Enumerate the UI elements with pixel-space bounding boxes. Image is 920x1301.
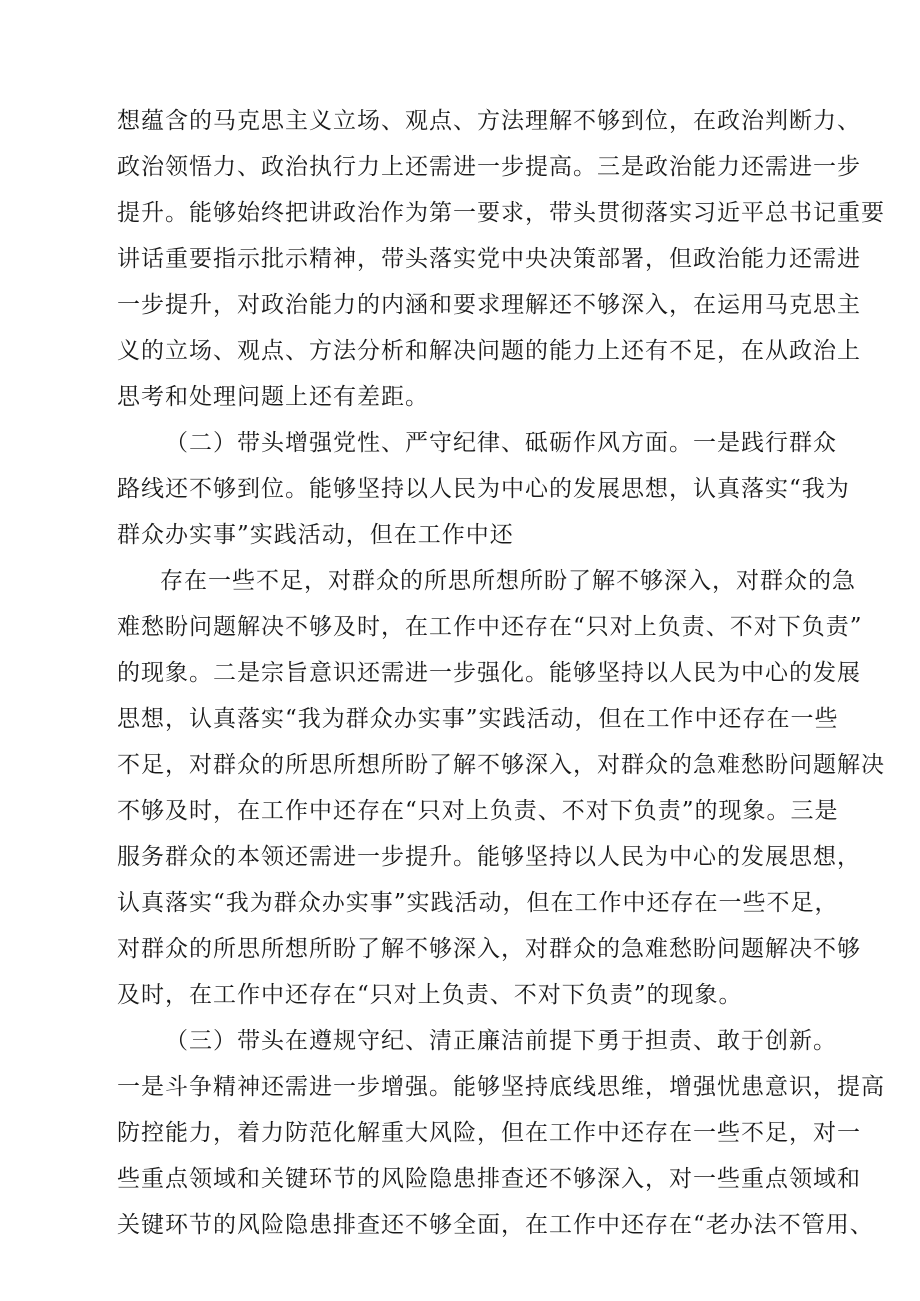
text-line: 关键环节的风险隐患排查还不够全面，在工作中还存在“老办法不管用、 xyxy=(117,1212,874,1238)
text-line: 服务群众的本领还需进一步提升。能够坚持以人民为中心的发展思想， xyxy=(117,844,861,870)
text-line: 路线还不够到位。能够坚持以人民为中心的发展思想，认真落实“我为 xyxy=(117,476,850,502)
text-line: 认真落实“我为群众办实事”实践活动，但在工作中还存在一些不足， xyxy=(117,890,839,916)
text-line: 防控能力，着力防范化解重大风险，但在工作中还存在一些不足，对一 xyxy=(117,1120,861,1146)
text-line: 思想，认真落实“我为群众办实事”实践活动，但在工作中还存在一些 xyxy=(117,706,839,732)
text-line: 难愁盼问题解决不够及时，在工作中还存在“只对上负责、不对下负责” xyxy=(117,614,863,640)
text-line: 讲话重要指示批示精神，带头落实党中央决策部署，但政治能力还需进 xyxy=(117,246,861,272)
text-line: 政治领悟力、政治执行力上还需进一步提高。三是政治能力还需进一步 xyxy=(117,154,861,180)
text-line: 对群众的所思所想所盼了解不够深入，对群众的急难愁盼问题解决不够 xyxy=(117,936,861,962)
text-line: 一步提升，对政治能力的内涵和要求理解还不够深入，在运用马克思主 xyxy=(117,292,861,318)
section-heading-three: （三）带头在遵规守纪、清正廉洁前提下勇于担责、敢于创新。 xyxy=(165,1028,837,1054)
text-line: 思考和处理问题上还有差距。 xyxy=(117,384,429,410)
section-heading-two: （二）带头增强党性、严守纪律、砥砺作风方面。一是践行群众 xyxy=(165,430,837,456)
text-line: 义的立场、观点、方法分析和解决问题的能力上还有不足，在从政治上 xyxy=(117,338,861,364)
text-line: 不足，对群众的所思所想所盼了解不够深入，对群众的急难愁盼问题解决 xyxy=(117,752,885,778)
text-line: 及时，在工作中还存在“只对上负责、不对下负责”的现象。 xyxy=(117,982,743,1008)
text-line: 一是斗争精神还需进一步增强。能够坚持底线思维，增强忧患意识，提高 xyxy=(117,1074,885,1100)
text-line: 些重点领域和关键环节的风险隐患排查还不够深入，对一些重点领域和 xyxy=(117,1166,861,1192)
text-line: 的现象。二是宗旨意识还需进一步强化。能够坚持以人民为中心的发展 xyxy=(117,660,861,686)
text-line: 提升。能够始终把讲政治作为第一要求，带头贯彻落实习近平总书记重要 xyxy=(117,200,885,226)
text-line: 不够及时，在工作中还存在“只对上负责、不对下负责”的现象。三是 xyxy=(117,798,839,824)
text-line: 群众办实事”实践活动，但在工作中还 xyxy=(117,522,514,548)
text-line: 存在一些不足，对群众的所思所想所盼了解不够深入，对群众的急 xyxy=(160,568,856,594)
text-line: 想蕴含的马克思主义立场、观点、方法理解不够到位，在政治判断力、 xyxy=(117,108,861,134)
